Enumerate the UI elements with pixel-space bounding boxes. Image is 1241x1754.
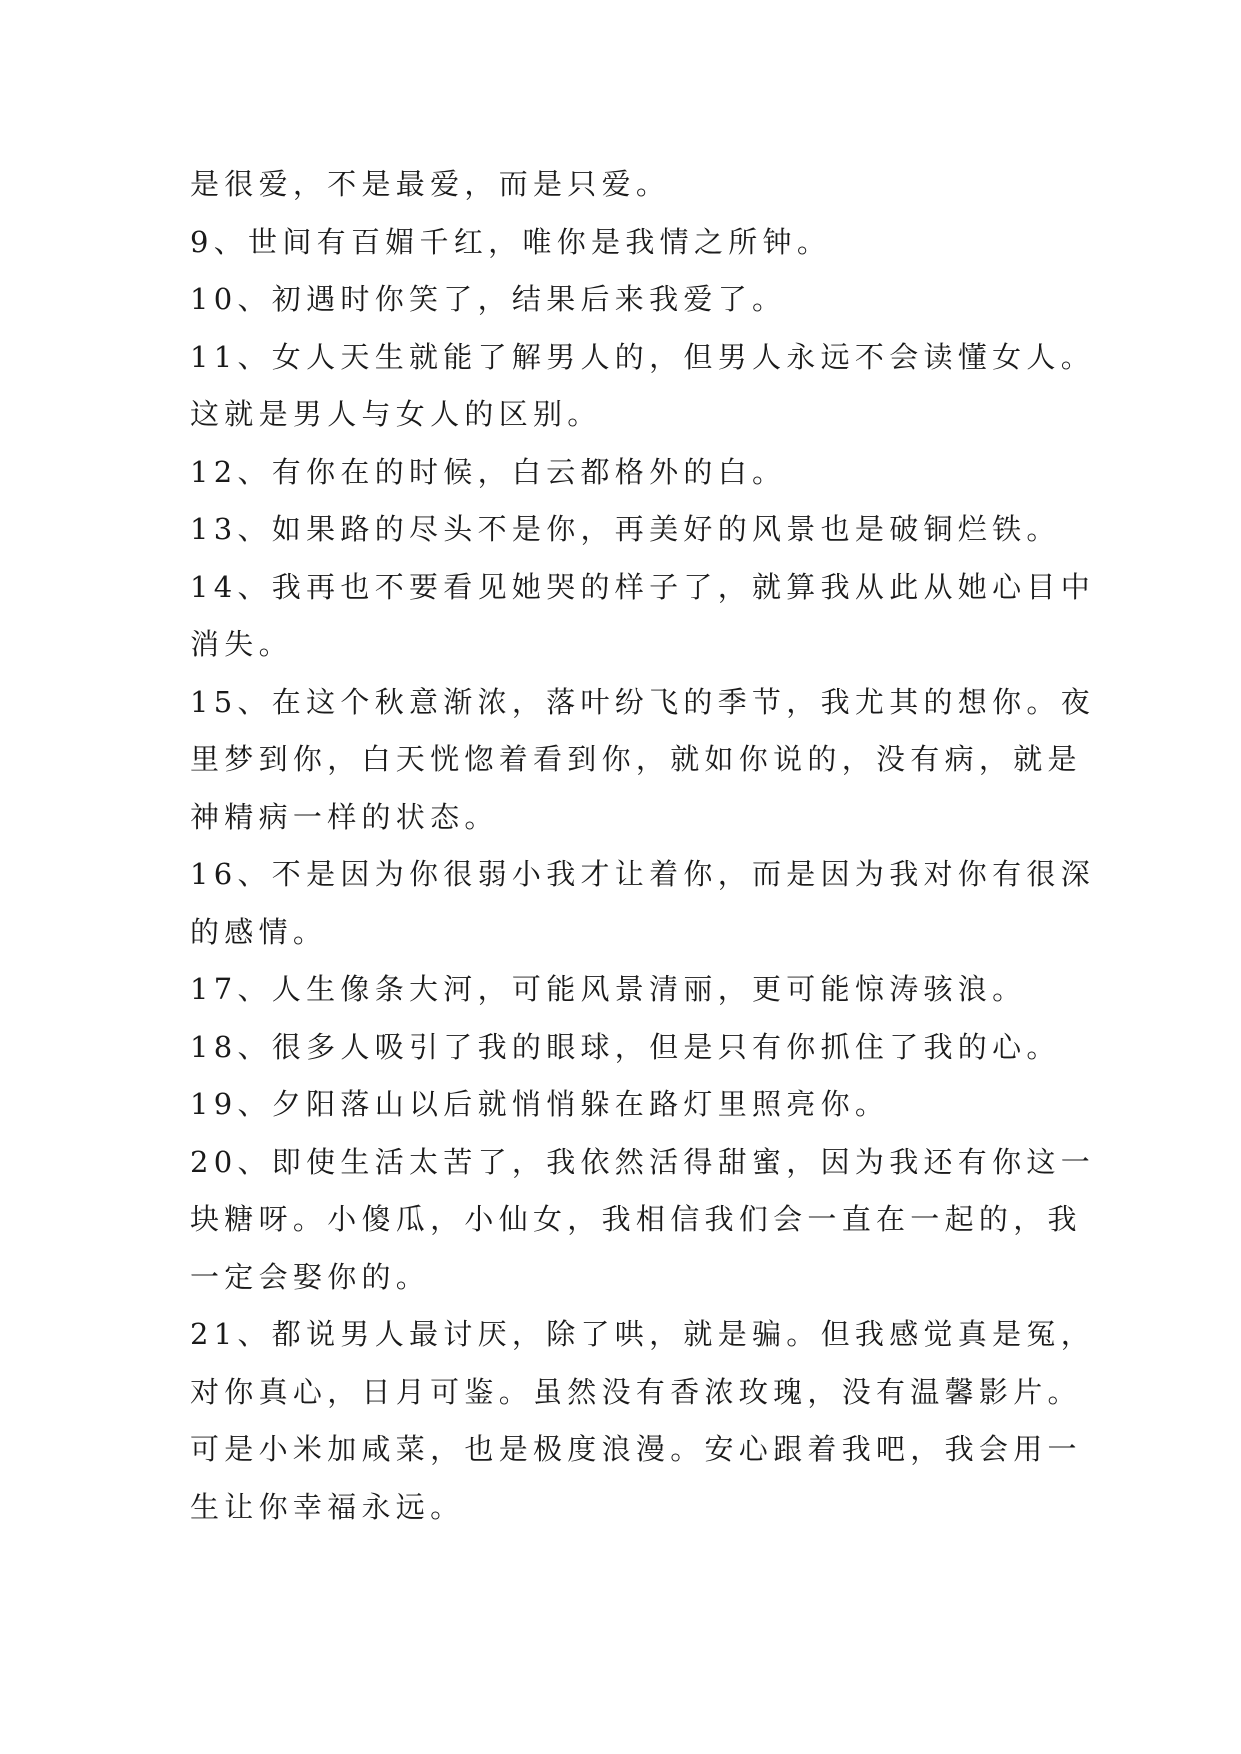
text-line: 9、世间有百媚千红，唯你是我情之所钟。 xyxy=(190,224,832,259)
text-line: 消失。 xyxy=(190,627,293,661)
text-line: 对你真心，日月可鉴。虽然没有香浓玫瑰，没有温馨影片。 xyxy=(190,1374,1082,1409)
text-line: 这就是男人与女人的区别。 xyxy=(190,397,602,431)
text-line: 可是小米加咸菜，也是极度浪漫。安心跟着我吧，我会用一 xyxy=(190,1432,1082,1466)
text-line: 11、女人天生就能了解男人的，但男人永远不会读懂女人。 xyxy=(190,339,1096,374)
text-line: 一定会娶你的。 xyxy=(190,1259,431,1294)
text-line: 13、如果路的尽头不是你，再美好的风景也是破铜烂铁。 xyxy=(190,512,1061,546)
text-line: 块糖呀。小傻瓜，小仙女，我相信我们会一直在一起的，我 xyxy=(190,1202,1082,1236)
text-line: 是很爱，不是最爱，而是只爱。 xyxy=(190,167,671,201)
text-line: 21、都说男人最讨厌，除了哄，就是骗。但我感觉真是冤， xyxy=(190,1317,1096,1351)
text-line: 的感情。 xyxy=(190,914,328,949)
text-line: 15、在这个秋意渐浓，落叶纷飞的季节，我尤其的想你。夜 xyxy=(190,684,1096,719)
text-line: 10、初遇时你笑了，结果后来我爱了。 xyxy=(190,282,787,316)
text-line: 20、即使生活太苦了，我依然活得甜蜜，因为我还有你这一 xyxy=(190,1144,1096,1179)
text-column xyxy=(190,156,1096,1536)
text-line: 里梦到你，白天恍惚着看到你，就如你说的，没有病，就是 xyxy=(190,742,1082,776)
text-line: 16、不是因为你很弱小我才让着你，而是因为我对你有很深 xyxy=(190,857,1096,891)
text-line: 19、夕阳落山以后就悄悄躲在路灯里照亮你。 xyxy=(190,1087,890,1121)
text-line: 12、有你在的时候，白云都格外的白。 xyxy=(190,454,787,489)
text-line: 神精病一样的状态。 xyxy=(190,799,499,834)
text-line: 14、我再也不要看见她哭的样子了，就算我从此从她心目中 xyxy=(190,569,1096,604)
text-line: 生让你幸福永远。 xyxy=(190,1489,465,1524)
text-line: 17、人生像条大河，可能风景清丽，更可能惊涛骇浪。 xyxy=(190,972,1027,1006)
text-line: 18、很多人吸引了我的眼球，但是只有你抓住了我的心。 xyxy=(190,1029,1061,1064)
